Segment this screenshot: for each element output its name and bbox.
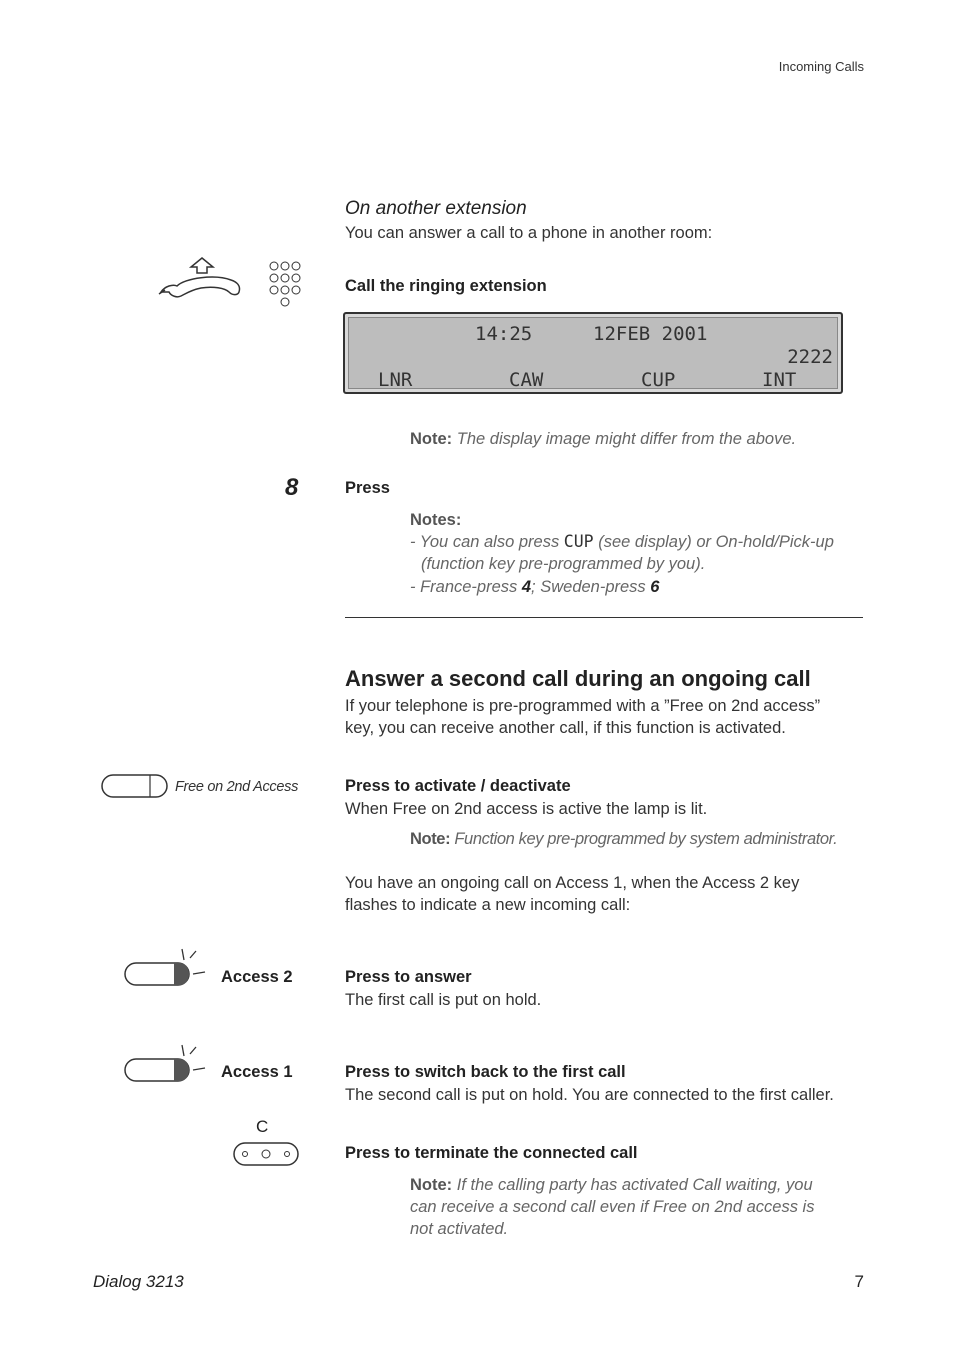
- activate-note-text: Function key pre-programmed by system administrator.: [454, 830, 838, 848]
- notes-line3: [410, 576, 659, 598]
- running-header: Incoming Calls: [778, 59, 864, 74]
- phone-display: [343, 312, 843, 394]
- access-2-key-icon: [122, 946, 212, 990]
- key-8: 8: [285, 474, 299, 501]
- terminate-note-label: Note:: [410, 1176, 453, 1194]
- section-intro-line2: key, you can receive another call, if this function is activated.: [345, 719, 786, 737]
- notes-sweden-digit: 6: [650, 578, 660, 596]
- activate-note: [410, 828, 837, 850]
- notes-line3-a: - France-press: [410, 578, 522, 596]
- keypad-icon: [267, 260, 305, 310]
- off-hook-handset-icon: [155, 256, 247, 300]
- answer-description: The first call is put on hold.: [345, 991, 542, 1009]
- step-terminate: Press to terminate the connected call: [345, 1144, 638, 1162]
- terminate-note-text1: If the calling party has activated Call waiting, you: [456, 1176, 813, 1194]
- function-key-icon: [100, 772, 170, 800]
- note-text: The display image might differ from the above.: [456, 430, 797, 448]
- section-divider: [345, 617, 863, 618]
- access-2-label: Access 2: [221, 968, 293, 986]
- ongoing-line2: flashes to indicate a new incoming call:: [345, 896, 631, 914]
- clear-key-icon: [231, 1140, 301, 1170]
- switch-description: The second call is put on hold. You are connected to the first caller.: [345, 1086, 834, 1104]
- display-time: 14:25: [475, 323, 533, 345]
- display-note: [410, 428, 796, 450]
- access-1-label: Access 1: [221, 1063, 293, 1081]
- section-title: Answer a second call during an ongoing call: [345, 666, 811, 691]
- terminate-note-line2: can receive a second call even if Free on 2nd access is: [410, 1198, 815, 1216]
- ongoing-line1: You have an ongoing call on Access 1, when the Access 2 key: [345, 874, 800, 892]
- terminate-note-line1: [410, 1174, 813, 1196]
- step-activate: Press to activate / deactivate: [345, 777, 571, 795]
- terminate-note-line3: not activated.: [410, 1220, 509, 1238]
- notes-label: [410, 509, 461, 531]
- subsection-title: On another extension: [345, 198, 527, 219]
- footer-product: Dialog 3213: [93, 1272, 184, 1291]
- step-call-extension: Call the ringing extension: [345, 277, 547, 295]
- footer-page-number: 7: [854, 1272, 864, 1291]
- display-number: 2222: [787, 346, 833, 368]
- notes-line1-a: - You can also press: [410, 533, 564, 551]
- notes-cup: CUP: [563, 532, 594, 551]
- step-answer: Press to answer: [345, 968, 472, 986]
- activate-note-label: Note:: [410, 830, 451, 848]
- notes-line1-b: (see display) or On-hold/Pick-up: [593, 533, 834, 551]
- access-1-key-icon: [122, 1042, 212, 1086]
- free-on-2nd-access-label: Free on 2nd Access: [175, 779, 299, 795]
- softkey-cup: CUP: [641, 369, 676, 391]
- step-switch: Press to switch back to the first call: [345, 1063, 626, 1081]
- note-label: Note:: [410, 430, 453, 448]
- clear-key-letter: C: [256, 1117, 269, 1136]
- display-date: 12FEB 2001: [593, 323, 708, 345]
- notes-line3-b: ; Sweden-press: [531, 578, 651, 596]
- section-intro-line1: If your telephone is pre-programmed with a ”Free on 2nd access”: [345, 697, 821, 715]
- notes-line2: (function key pre-programmed by you).: [421, 555, 706, 573]
- softkey-caw: CAW: [509, 369, 544, 391]
- softkey-lnr: LNR: [378, 369, 413, 391]
- activate-description: When Free on 2nd access is active the lamp is lit.: [345, 800, 708, 818]
- notes-france-digit: 4: [521, 578, 532, 596]
- subsection-intro: You can answer a call to a phone in another room:: [345, 224, 713, 242]
- notes-line1: [410, 531, 834, 553]
- step-press: Press: [345, 479, 390, 497]
- softkey-int: INT: [762, 369, 797, 391]
- notes-heading: Notes:: [410, 511, 462, 529]
